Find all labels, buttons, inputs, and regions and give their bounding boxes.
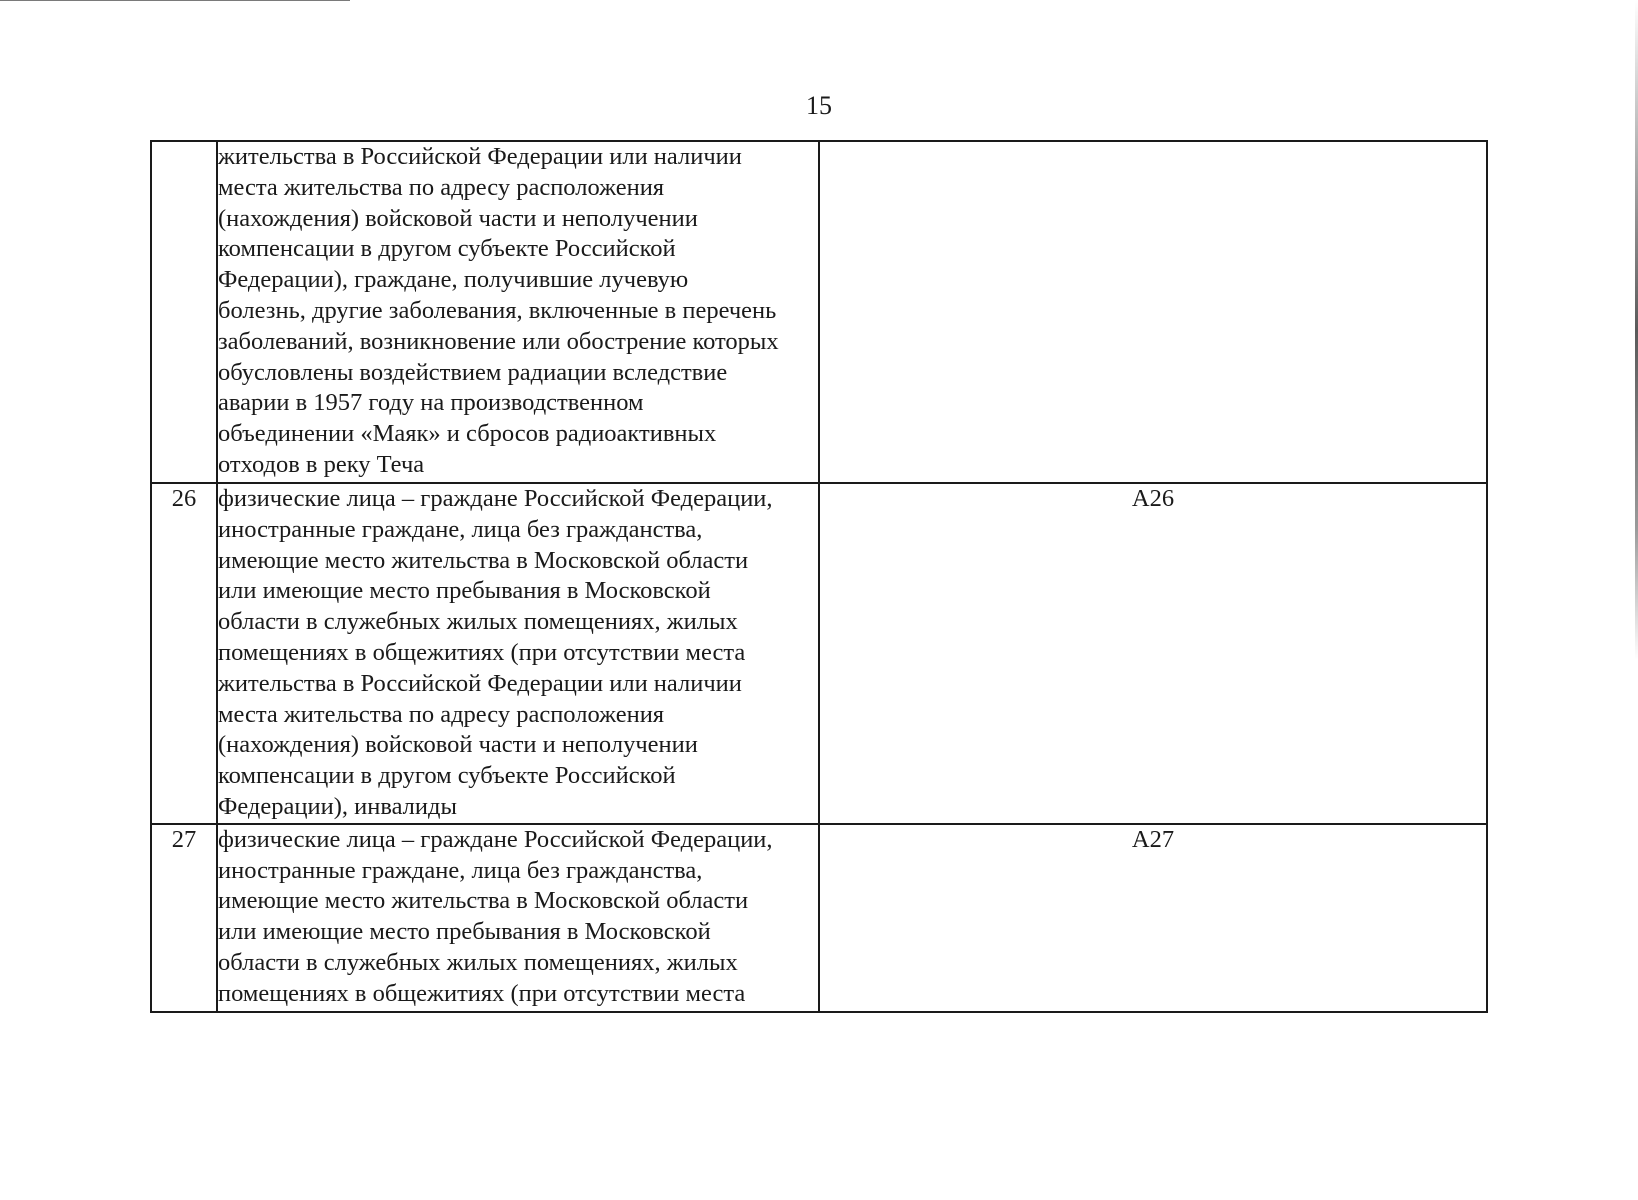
row-number-cell: 27 xyxy=(151,824,217,1012)
description-line: компенсации в другом субъекте Российской xyxy=(218,235,676,263)
row-description-cell xyxy=(217,141,819,483)
description-line: места жительства по адресу расположения xyxy=(218,173,665,201)
description-line: жительства в Российской Федерации или наличии xyxy=(218,143,742,170)
description-line: объединении «Маяк» и сбросов радиоактивных xyxy=(218,420,717,448)
row-code-cell xyxy=(819,141,1487,483)
description-line: аварии в 1957 году на производственном xyxy=(218,389,644,417)
category-table xyxy=(150,140,1488,1013)
description-line: помещениях в общежитиях (при отсутствии места xyxy=(218,638,746,666)
description-line: болезнь, другие заболевания, включенные в перечень xyxy=(218,296,777,324)
description-line: или имеющие место пребывания в Московской xyxy=(218,918,711,946)
description-line: обусловлены воздействием радиации вследствие xyxy=(218,358,728,386)
description-line: иностранные граждане, лица без гражданства, xyxy=(218,515,703,543)
description-line: отходов в реку Теча xyxy=(218,450,425,478)
description-line: жительства в Российской Федерации или наличии xyxy=(218,669,742,697)
description-line: физические лица – граждане Российской Федерации, xyxy=(218,485,773,512)
description-line: компенсации в другом субъекте Российской xyxy=(218,762,676,790)
description-line: места жительства по адресу расположения xyxy=(218,700,665,728)
row-code-cell: А27 xyxy=(819,824,1487,1012)
table-row-continuation xyxy=(151,141,1487,483)
description-line: имеющие место жительства в Московской области xyxy=(218,887,749,915)
description-line: Федерации), инвалиды xyxy=(218,792,457,820)
row-code-cell: А26 xyxy=(819,483,1487,824)
description-line: (нахождения) войсковой части и неполучении xyxy=(218,731,698,759)
page-number: 15 xyxy=(806,91,832,120)
table-row-26 xyxy=(151,483,1487,824)
row-description-cell xyxy=(217,824,819,1012)
description-line: области в служебных жилых помещениях, жилых xyxy=(218,608,738,636)
row-number-cell xyxy=(151,141,217,483)
description-line: имеющие место жительства в Московской области xyxy=(218,546,749,574)
description-line: или имеющие место пребывания в Московской xyxy=(218,577,711,605)
description-line: области в служебных жилых помещениях, жилых xyxy=(218,948,738,976)
description-line: помещениях в общежитиях (при отсутствии места xyxy=(218,979,746,1007)
row-description-cell xyxy=(217,483,819,824)
description-line: физические лица – граждане Российской Федерации, xyxy=(218,825,773,853)
scan-edge-top xyxy=(0,0,350,1)
description-line: (нахождения) войсковой части и неполучении xyxy=(218,204,698,232)
description-line: Федерации), граждане, получившие лучевую xyxy=(218,266,689,294)
row-number-cell: 26 xyxy=(151,483,217,824)
table-row-27 xyxy=(151,824,1487,1012)
description-line: заболеваний, возникновение или обострение которых xyxy=(218,327,779,355)
description-line: иностранные граждане, лица без гражданства, xyxy=(218,856,703,884)
